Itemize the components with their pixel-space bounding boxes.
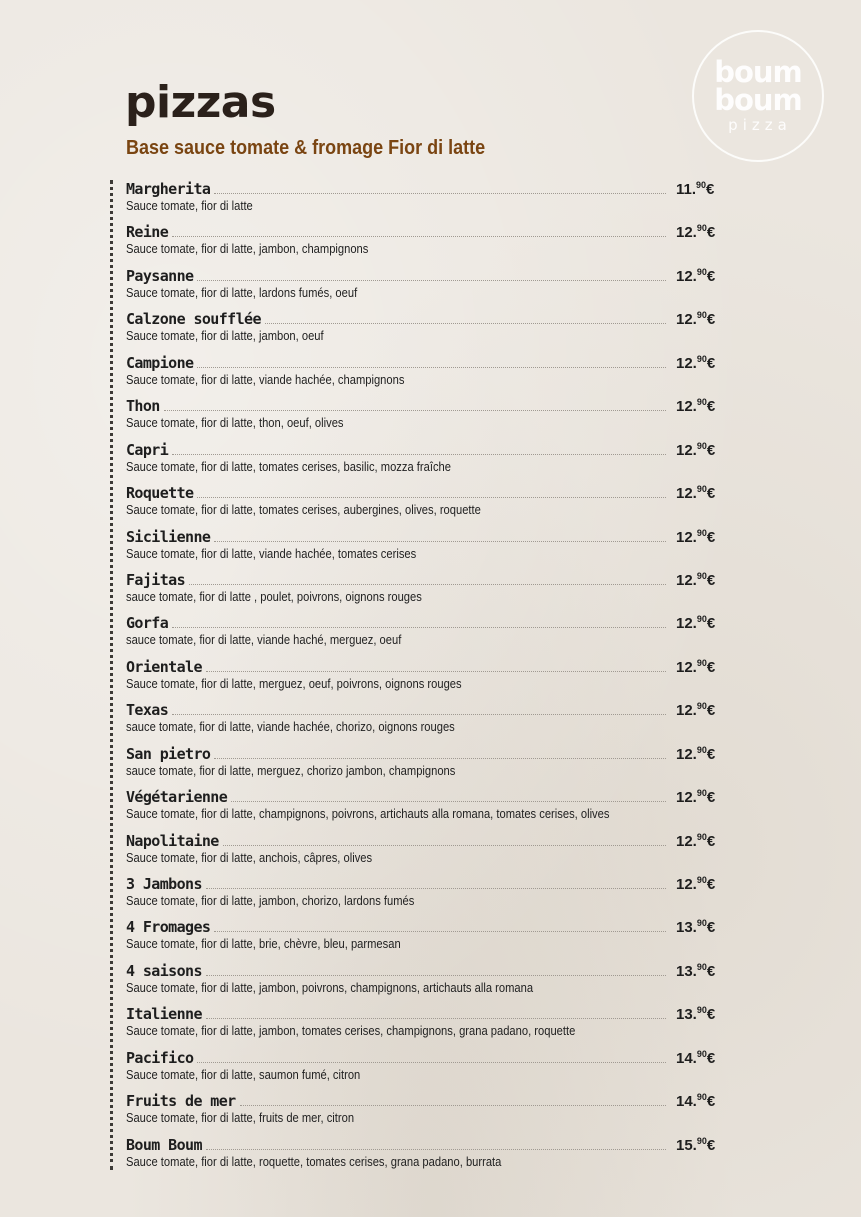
- menu-item: [126, 308, 726, 351]
- menu-item-description: Sauce tomate, fior di latte, viande hachée, tomates cerises: [126, 545, 417, 561]
- menu-item-price: [676, 180, 726, 198]
- menu-item-description: Sauce tomate, fior di latte, anchois, câpres, olives: [126, 849, 373, 865]
- dotted-leader: [240, 1104, 666, 1106]
- menu-item-name: Roquette: [126, 484, 194, 503]
- menu-item-header: [126, 699, 726, 719]
- price-currency: €: [706, 876, 716, 893]
- menu-item-header: [126, 1047, 726, 1067]
- price-currency: €: [706, 919, 716, 937]
- price-cents: 90: [696, 744, 707, 755]
- menu-item: [126, 916, 726, 959]
- menu-item-header: [126, 960, 726, 980]
- menu-item-header: [126, 873, 726, 893]
- price-cents: 90: [696, 1005, 707, 1016]
- price-currency: €: [706, 615, 716, 633]
- price-main: 12.: [676, 615, 697, 633]
- menu-item-name: Campione: [126, 353, 194, 372]
- price-currency: €: [706, 702, 716, 720]
- menu-item-price: [676, 1049, 726, 1067]
- menu-item-name: Gorfa: [126, 614, 169, 633]
- price-cents: 90: [696, 961, 707, 972]
- dotted-leader: [206, 1017, 666, 1019]
- menu-item: [126, 439, 726, 482]
- price-main: 12.: [676, 745, 697, 763]
- price-cents: 90: [696, 701, 707, 712]
- price-main: 12.: [676, 876, 697, 893]
- menu-item-description: sauce tomate, fior di latte , poulet, poivrons, oignons rouges: [126, 588, 422, 604]
- menu-item-price: [676, 397, 726, 415]
- menu-item-name: Sicilienne: [126, 527, 211, 546]
- price-currency: €: [706, 789, 716, 807]
- price-cents: 90: [696, 614, 707, 625]
- menu-item-header: [126, 482, 726, 502]
- menu-item-header: [126, 569, 726, 589]
- price-cents: 90: [696, 440, 707, 451]
- menu-item-name: Pacifico: [126, 1048, 194, 1067]
- menu-item-description: Sauce tomate, fior di latte, jambon, champignons: [126, 241, 369, 257]
- price-cents: 90: [696, 657, 707, 668]
- price-cents: 90: [696, 310, 707, 321]
- menu-item-header: [126, 439, 726, 459]
- dotted-leader: [223, 844, 666, 846]
- dotted-leader: [214, 540, 666, 542]
- dotted-leader: [189, 583, 666, 585]
- menu-item: [126, 265, 726, 308]
- logo-text-line3: pizza: [728, 116, 792, 134]
- dotted-leader: [197, 279, 666, 281]
- price-currency: €: [706, 571, 716, 589]
- price-currency: €: [706, 832, 716, 850]
- menu-item-name: San pietro: [126, 744, 211, 763]
- price-cents: 90: [696, 223, 707, 234]
- price-main: 12.: [676, 571, 697, 589]
- menu-item-description: Sauce tomate, fior di latte, thon, oeuf, olives: [126, 415, 344, 431]
- price-main: 11.: [676, 181, 697, 198]
- price-currency: €: [706, 1136, 716, 1154]
- price-currency: €: [706, 441, 716, 459]
- dotted-leader: [164, 409, 666, 411]
- menu-item-name: Fajitas: [126, 570, 186, 589]
- menu-item-price: [676, 484, 726, 502]
- price-main: 12.: [676, 702, 697, 720]
- menu-item-price: [676, 528, 726, 546]
- menu-item-price: [676, 875, 726, 893]
- dotted-leader: [214, 930, 666, 932]
- menu-item: [126, 221, 726, 264]
- menu-item-name: Fruits de mer: [126, 1092, 236, 1111]
- menu-item-price: [676, 354, 726, 372]
- price-main: 12.: [676, 832, 697, 850]
- menu-item-price: [676, 310, 726, 328]
- menu-item-description: Sauce tomate, fior di latte, jambon, poivrons, champignons, artichauts alla romana: [126, 979, 534, 995]
- menu-item-name: Italienne: [126, 1005, 202, 1024]
- menu-item-price: [676, 614, 726, 632]
- price-main: 12.: [676, 789, 697, 807]
- price-main: 14.: [676, 1093, 697, 1111]
- menu-item-name: Texas: [126, 701, 169, 720]
- price-main: 13.: [676, 1006, 697, 1024]
- price-currency: €: [706, 1093, 716, 1111]
- menu-item: [126, 612, 726, 655]
- menu-item-name: 4 saisons: [126, 961, 202, 980]
- menu-item-price: [676, 918, 726, 936]
- menu-item-header: [126, 612, 726, 632]
- page-title: pizzas: [125, 77, 276, 128]
- dotted-leader: [172, 453, 666, 455]
- price-cents: 90: [696, 1092, 707, 1103]
- menu-item-price: [676, 267, 726, 285]
- dotted-leader: [206, 974, 666, 976]
- menu-item-name: Calzone soufflée: [126, 310, 261, 329]
- menu-item-header: [126, 265, 726, 285]
- menu-item-header: [126, 1134, 726, 1154]
- menu-item-description: Sauce tomate, fior di latte, jambon, oeuf: [126, 328, 324, 344]
- menu-item-name: 4 Fromages: [126, 918, 211, 937]
- price-main: 12.: [676, 441, 697, 459]
- price-cents: 90: [696, 831, 707, 842]
- dotted-leader: [172, 626, 666, 628]
- menu-item-description: Sauce tomate, fior di latte, champignons, poivrons, artichauts alla romana, tomates cerises, olives: [126, 806, 610, 822]
- menu-item: [126, 1134, 726, 1177]
- dotted-leader: [172, 235, 666, 237]
- price-main: 13.: [676, 919, 697, 937]
- menu-item-price: [676, 788, 726, 806]
- menu-item-description: Sauce tomate, fior di latte, jambon, tomates cerises, champignons, grana padano, roquette: [126, 1023, 576, 1039]
- dotted-leader: [172, 713, 666, 715]
- price-cents: 90: [696, 1135, 707, 1146]
- menu-item-header: [126, 1090, 726, 1110]
- menu-item-price: [676, 1005, 726, 1023]
- price-currency: €: [706, 354, 716, 372]
- menu-item-price: [676, 1136, 726, 1154]
- menu-item-header: [126, 786, 726, 806]
- price-currency: €: [706, 528, 716, 546]
- price-cents: 90: [696, 918, 707, 929]
- menu-item-price: [676, 571, 726, 589]
- price-cents: 90: [696, 353, 707, 364]
- menu-item-description: Sauce tomate, fior di latte, merguez, oeuf, poivrons, oignons rouges: [126, 675, 462, 691]
- menu-item: [126, 1047, 726, 1090]
- menu-item-name: Napolitaine: [126, 831, 219, 850]
- menu-item-header: [126, 395, 726, 415]
- menu-item-header: [126, 352, 726, 372]
- menu-item-description: Sauce tomate, fior di latte, jambon, chorizo, lardons fumés: [126, 893, 415, 908]
- menu-item-description: sauce tomate, fior di latte, viande hachée, chorizo, oignons rouges: [126, 719, 455, 735]
- menu-item: [126, 656, 726, 699]
- menu-item-description: Sauce tomate, fior di latte, tomates cerises, aubergines, olives, roquette: [126, 502, 481, 518]
- menu-item-price: [676, 745, 726, 763]
- menu-item: [126, 352, 726, 395]
- menu-item-name: Paysanne: [126, 266, 194, 285]
- menu-item-header: [126, 830, 726, 850]
- menu-item-name: Végétarienne: [126, 788, 228, 807]
- menu-item: [126, 482, 726, 525]
- menu-item-header: [126, 743, 726, 763]
- price-currency: €: [706, 1049, 716, 1067]
- menu-item-header: [126, 308, 726, 328]
- price-cents: 90: [696, 484, 707, 495]
- menu-item-header: [126, 916, 726, 936]
- menu-item-description: sauce tomate, fior di latte, merguez, chorizo jambon, champignons: [126, 762, 456, 778]
- menu-item-description: Sauce tomate, fior di latte, saumon fumé, citron: [126, 1066, 361, 1082]
- price-cents: 90: [696, 397, 707, 408]
- menu-item-price: [676, 223, 726, 241]
- price-main: 12.: [676, 485, 697, 503]
- menu-item-name: Thon: [126, 397, 160, 416]
- menu-item-name: Reine: [126, 223, 169, 242]
- price-main: 12.: [676, 311, 697, 329]
- menu-item-description: Sauce tomate, fior di latte, lardons fumés, oeuf: [126, 284, 358, 300]
- dotted-leader: [206, 670, 666, 672]
- menu-item-name: Boum Boum: [126, 1135, 202, 1154]
- price-cents: 90: [696, 266, 707, 277]
- price-cents: 90: [696, 180, 707, 190]
- menu-item-description: Sauce tomate, fior di latte, viande hachée, champignons: [126, 371, 405, 387]
- menu-item-price: [676, 441, 726, 459]
- price-main: 12.: [676, 658, 697, 676]
- logo-text-line2: boum: [714, 83, 802, 117]
- menu-item-description: Sauce tomate, fior di latte, roquette, tomates cerises, grana padano, burrata: [126, 1153, 502, 1169]
- menu-item-price: [676, 1092, 726, 1110]
- price-cents: 90: [696, 875, 707, 885]
- price-main: 12.: [676, 398, 697, 416]
- dotted-leader: [197, 366, 666, 368]
- menu-item-header: [126, 1003, 726, 1023]
- price-main: 13.: [676, 962, 697, 980]
- menu-item-header: [126, 178, 726, 198]
- logo-text-line1: boum: [714, 55, 802, 89]
- menu-item: [126, 873, 726, 916]
- price-currency: €: [706, 311, 716, 329]
- price-currency: €: [706, 181, 715, 198]
- menu-item-name: 3 Jambons: [126, 875, 202, 893]
- menu-item: [126, 830, 726, 873]
- price-main: 12.: [676, 528, 697, 546]
- menu-item-name: Margherita: [126, 180, 211, 198]
- menu-item: [126, 743, 726, 786]
- menu-item-price: [676, 962, 726, 980]
- menu-item-price: [676, 701, 726, 719]
- price-currency: €: [706, 224, 716, 242]
- menu-item-description: sauce tomate, fior di latte, viande haché, merguez, oeuf: [126, 632, 402, 648]
- price-cents: 90: [696, 527, 707, 538]
- dotted-leader: [206, 1148, 666, 1150]
- menu-item: [126, 526, 726, 569]
- price-cents: 90: [696, 788, 707, 799]
- price-currency: €: [706, 658, 716, 676]
- brand-logo: [692, 30, 824, 162]
- menu-item-header: [126, 526, 726, 546]
- menu-item-name: Capri: [126, 440, 169, 459]
- dotted-leader: [265, 322, 666, 324]
- menu-item-description: Sauce tomate, fior di latte, tomates cerises, basilic, mozza fraîche: [126, 458, 451, 474]
- price-main: 12.: [676, 354, 697, 372]
- dotted-divider: [110, 180, 113, 1170]
- menu-item: [126, 1090, 726, 1133]
- price-currency: €: [706, 1006, 716, 1024]
- menu-item-header: [126, 656, 726, 676]
- menu-item: [126, 178, 726, 221]
- price-currency: €: [706, 962, 716, 980]
- dotted-leader: [231, 800, 666, 802]
- menu-item-description: Sauce tomate, fior di latte, brie, chèvre, bleu, parmesan: [126, 936, 401, 952]
- pizza-menu-list: [126, 178, 726, 1177]
- menu-item: [126, 786, 726, 829]
- menu-item: [126, 569, 726, 612]
- dotted-leader: [214, 757, 666, 759]
- menu-item-name: Orientale: [126, 657, 202, 676]
- menu-item-price: [676, 658, 726, 676]
- menu-item: [126, 395, 726, 438]
- price-currency: €: [706, 745, 716, 763]
- menu-item-description: Sauce tomate, fior di latte, fruits de mer, citron: [126, 1110, 355, 1126]
- menu-item-description: Sauce tomate, fior di latte: [126, 198, 253, 213]
- dotted-leader: [214, 192, 666, 194]
- menu-item-header: [126, 221, 726, 241]
- price-main: 15.: [676, 1136, 697, 1154]
- price-currency: €: [706, 485, 716, 503]
- page-subtitle: Base sauce tomate & fromage Fior di latte: [126, 137, 486, 159]
- dotted-leader: [206, 887, 666, 889]
- menu-item: [126, 960, 726, 1003]
- price-cents: 90: [696, 570, 707, 581]
- menu-item: [126, 699, 726, 742]
- dotted-leader: [197, 496, 666, 498]
- price-cents: 90: [696, 1048, 707, 1059]
- menu-item-price: [676, 832, 726, 850]
- menu-item: [126, 1003, 726, 1046]
- dotted-leader: [197, 1061, 666, 1063]
- price-main: 14.: [676, 1049, 697, 1067]
- price-main: 12.: [676, 224, 697, 242]
- price-currency: €: [706, 267, 716, 285]
- price-currency: €: [706, 398, 716, 416]
- price-main: 12.: [676, 267, 697, 285]
